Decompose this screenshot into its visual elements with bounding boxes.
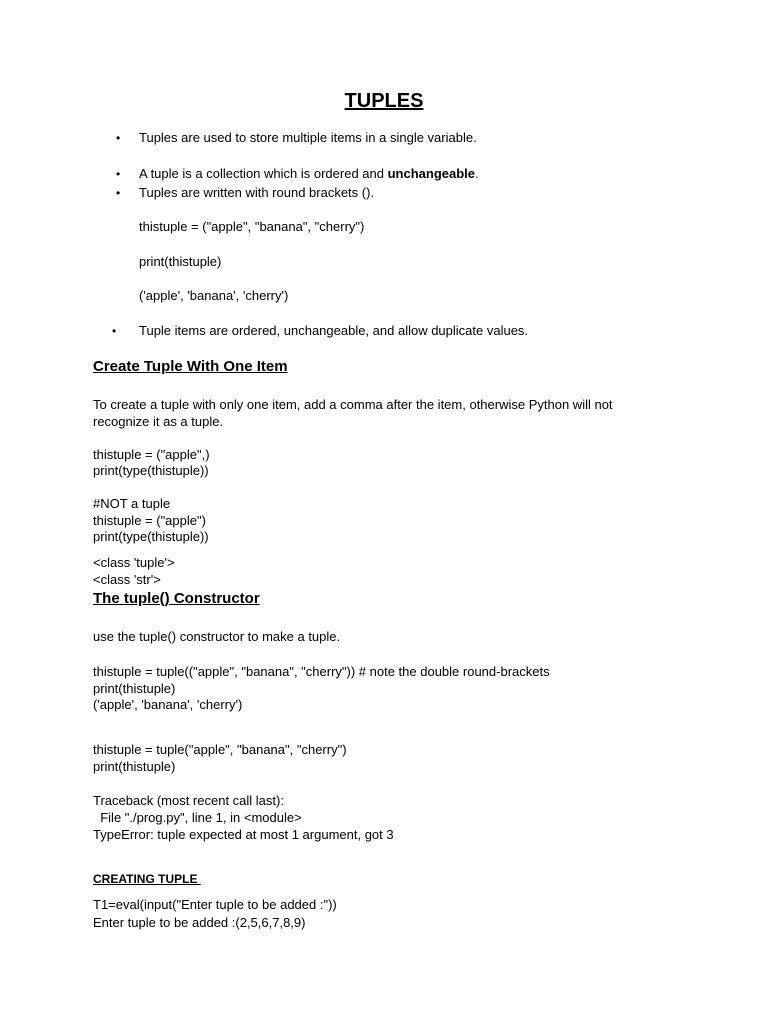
code-line: thistuple = ("apple") — [93, 513, 206, 528]
bullet-item: Tuple items are ordered, unchangeable, and allow duplicate values. — [139, 323, 529, 338]
code-output: <class 'tuple'> — [93, 555, 175, 570]
code-line: T1=eval(input("Enter tuple to be added :")) — [93, 897, 337, 912]
bullet-dot: • — [112, 324, 117, 338]
code-output: <class 'str'> — [93, 572, 161, 587]
code-line: print(type(thistuple)) — [93, 529, 209, 544]
bullet-item: Tuples are used to store multiple items in a single variable. — [139, 130, 477, 145]
paragraph-line: recognize it as a tuple. — [93, 414, 224, 429]
paragraph-line: use the tuple() constructor to make a tuple. — [93, 629, 341, 644]
page-title: TUPLES — [344, 90, 424, 112]
error-output: File "./prog.py", line 1, in <module> — [93, 810, 302, 825]
section-heading: Create Tuple With One Item — [93, 358, 288, 375]
bullet-item: A tuple is a collection which is ordered and unchangeable. — [139, 166, 479, 181]
bullet-dot: • — [116, 131, 121, 145]
code-line: thistuple = ("apple",) — [93, 447, 210, 462]
code-line: print(thistuple) — [93, 759, 176, 774]
code-line: thistuple = tuple("apple", "banana", "cherry") — [93, 742, 347, 757]
error-output: Traceback (most recent call last): — [93, 793, 284, 808]
section-heading: CREATING TUPLE — [93, 872, 201, 886]
code-line: thistuple = ("apple", "banana", "cherry") — [139, 219, 365, 234]
code-comment: #NOT a tuple — [93, 496, 171, 511]
code-line: thistuple = tuple(("apple", "banana", "cherry")) # note the double round-brackets — [93, 664, 550, 679]
code-output: ('apple', 'banana', 'cherry') — [93, 697, 243, 712]
section-heading: The tuple() Constructor — [93, 590, 260, 607]
code-line: print(thistuple) — [93, 681, 176, 696]
code-line: print(thistuple) — [139, 254, 222, 269]
bullet-dot: • — [116, 167, 121, 181]
code-output: Enter tuple to be added :(2,5,6,7,8,9) — [93, 915, 306, 930]
code-output: ('apple', 'banana', 'cherry') — [139, 288, 289, 303]
code-line: print(type(thistuple)) — [93, 463, 209, 478]
bullet-item: Tuples are written with round brackets (). — [139, 185, 375, 200]
bullet-dot: • — [116, 186, 121, 200]
paragraph-line: To create a tuple with only one item, add a comma after the item, otherwise Python will not — [93, 397, 613, 412]
error-output: TypeError: tuple expected at most 1 argument, got 3 — [93, 827, 394, 842]
